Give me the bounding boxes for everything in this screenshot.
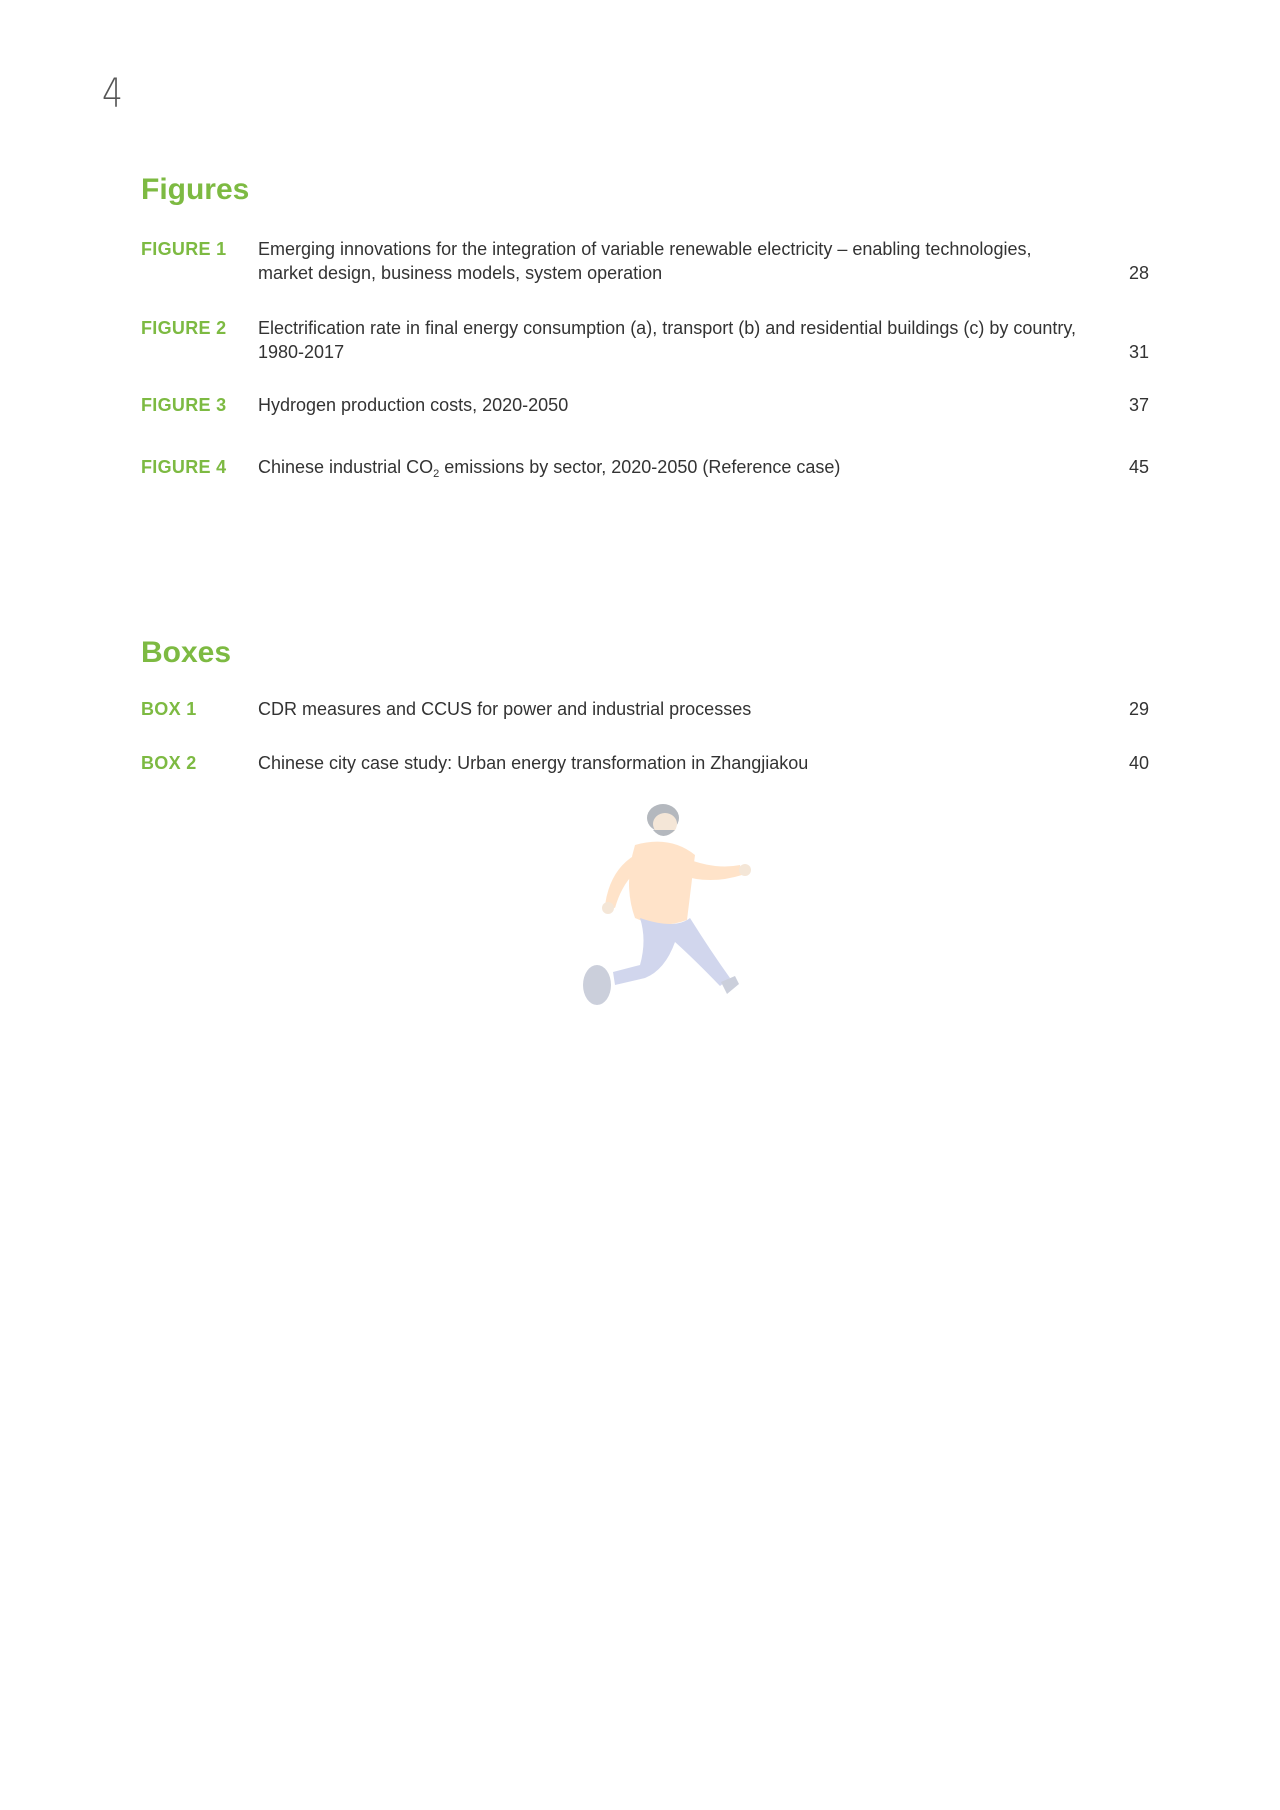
box-description: Chinese city case study: Urban energy transformation in Zhangjiakou xyxy=(258,753,809,773)
figure-description: Electrification rate in final energy consumption (a), transport (b) and residential buildings (c) by country, 1980-2017 xyxy=(258,318,1077,362)
figure-label: FIGURE 1 xyxy=(141,239,227,259)
subscript-two: 2 xyxy=(433,468,440,480)
figure-label: FIGURE 2 xyxy=(141,318,227,338)
box-label: BOX 2 xyxy=(141,753,197,773)
figure-page: 37 xyxy=(1128,395,1149,415)
figure-description xyxy=(258,455,1078,479)
box-label: BOX 1 xyxy=(141,699,197,719)
figure-page: 28 xyxy=(1128,263,1149,283)
box-entry-1[interactable] xyxy=(141,697,1149,721)
figure-label: FIGURE 4 xyxy=(141,457,227,477)
box-page: 29 xyxy=(1128,699,1149,719)
figure-description: Hydrogen production costs, 2020-2050 xyxy=(258,395,569,415)
running-person-illustration xyxy=(535,800,765,1020)
box-entry-2[interactable] xyxy=(141,751,1149,775)
box-description: CDR measures and CCUS for power and industrial processes xyxy=(258,699,752,719)
figures-heading: Figures xyxy=(141,173,250,206)
page-number: 4 xyxy=(102,71,123,117)
figure-description: Emerging innovations for the integration of variable renewable electricity – enabling technologies, market design, business models, system operation xyxy=(258,239,1032,283)
figure-page: 31 xyxy=(1128,342,1149,362)
figure-entry-1[interactable] xyxy=(141,237,1149,285)
figure-page: 45 xyxy=(1128,457,1149,477)
box-page: 40 xyxy=(1128,753,1149,773)
figure-label: FIGURE 3 xyxy=(141,395,227,415)
figure-entry-2[interactable] xyxy=(141,316,1149,364)
figure-description-part: Chinese industrial CO xyxy=(258,457,434,477)
figure-description-part: emissions by sector, 2020-2050 (Reference case) xyxy=(439,457,841,477)
figure-entry-4[interactable] xyxy=(141,455,1149,479)
boxes-heading: Boxes xyxy=(141,636,232,669)
figure-entry-3[interactable] xyxy=(141,393,1149,417)
